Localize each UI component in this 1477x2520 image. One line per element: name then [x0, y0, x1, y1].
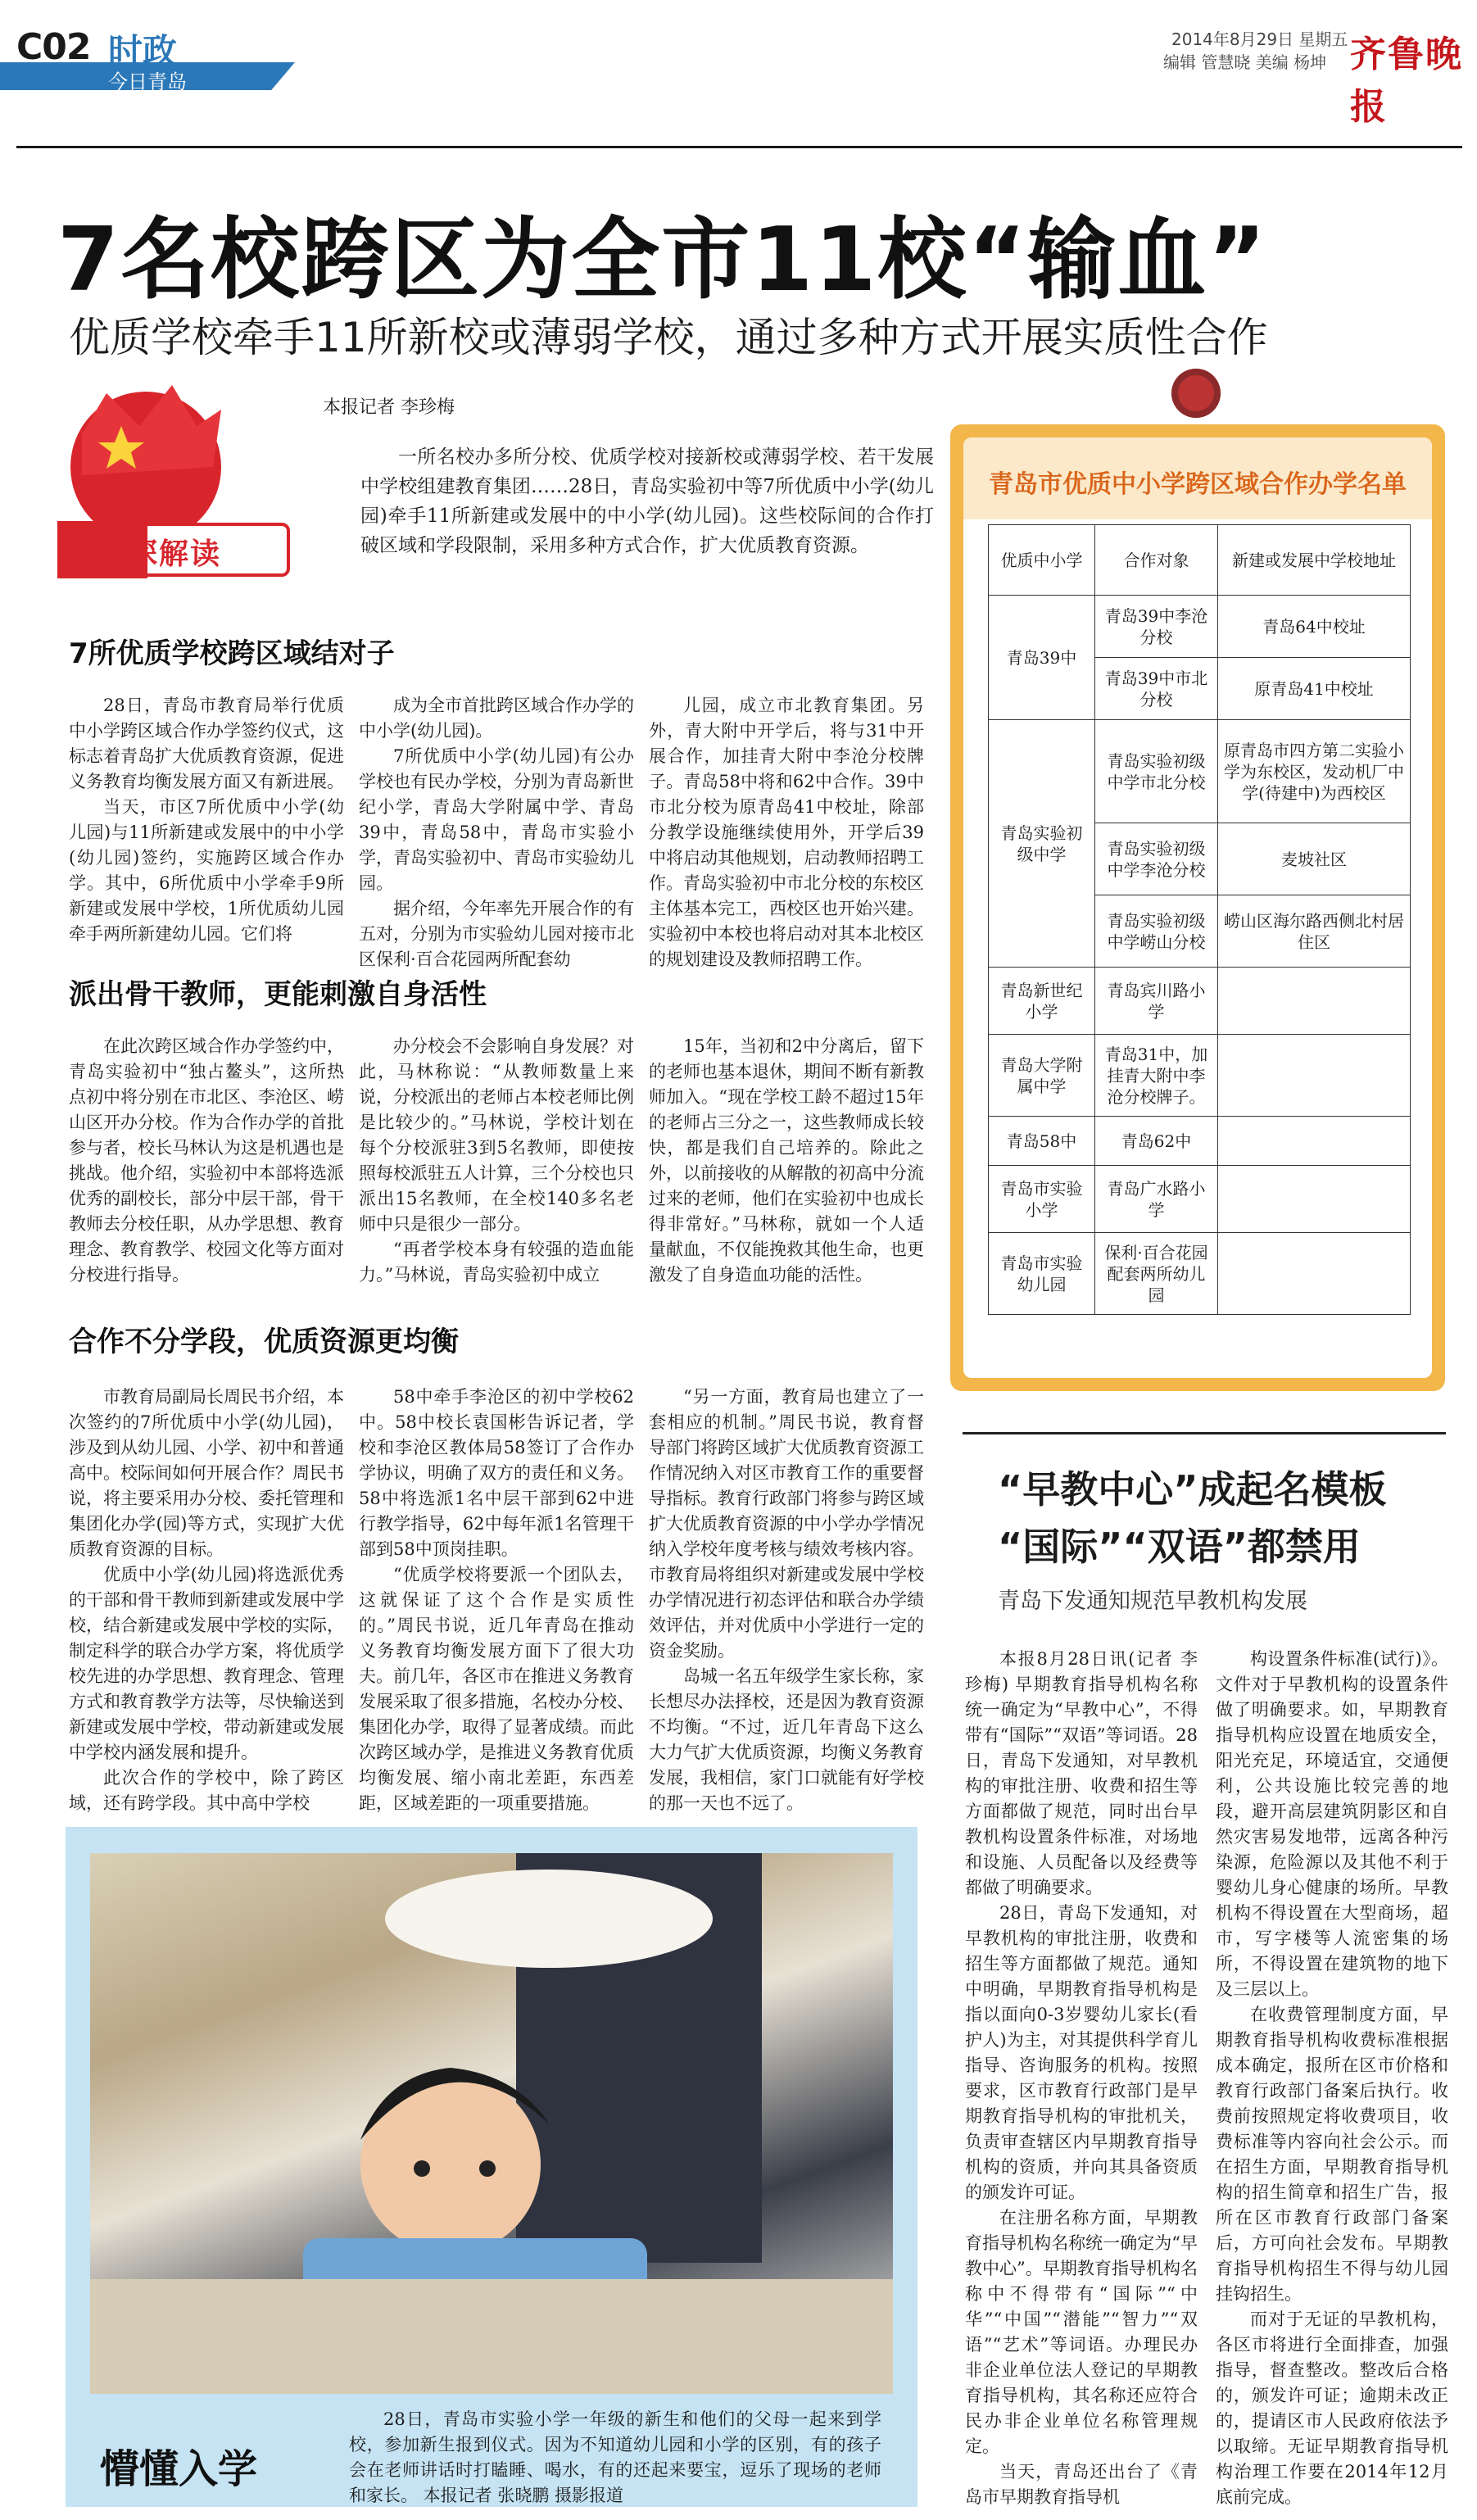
section-2-col-3: 15年，当初和2中分离后，留下的老师也基本退休，期间不断有新教师加入。“现在学校工龄不超过15年的老师占三分之一，这些教师成长较快，都是我们自己培养的。除此之外，以前接收的从解散的初高中分流过来的老师，他们在实验初中也成长得非常好。”马林称，就如一个人适量献血，不仅能挽救其他生命，也更激发了自身造血功能的活性。 [649, 1036, 924, 1285]
table-row [989, 1233, 1411, 1315]
table-cell: 青岛64中校址 [1218, 596, 1411, 658]
section-heading-3: 合作不分学段，优质资源更均衡 [69, 1326, 459, 1358]
table-row [989, 1117, 1411, 1166]
table-row [989, 720, 1411, 823]
story2-headline-1: “早教中心”成起名模板 [998, 1467, 1387, 1512]
table-cell: 青岛新世纪小学 [989, 968, 1095, 1035]
sidebar-title: 青岛市优质中小学跨区域合作办学名单 [989, 470, 1407, 499]
section-heading-1: 7所优质学校跨区域结对子 [69, 637, 395, 670]
table-cell: 青岛市实验幼儿园 [989, 1233, 1095, 1315]
story2-col-1: 本报8月28日讯(记者 李珍梅) 早期教育指导机构名称统一确定为“早教中心”，不得带有“国际”“双语”等词语。28日，青岛下发通知，对早教机构的审批注册、收费和招生等方面都做了规范，同时出台早教机构设置条件标准，对场地和设施、人员配备以及经费等都做了明确要求。 28日，青岛下发通知，对早教机构的审批注册，收费和招生等方面都做了规范。通知中明确，早期教育指导机构是指以面向0-3岁婴幼儿家长(看护人)为主，对其提供科学育儿指导、咨询服务的机构。按照要求，区市教育行政部门是早期教育指导机构的审批机关，负责审查辖区内早期教育指导机构的资质，并向其具备资质的颁发许可证。 在注册名称方面，早期教育指导机构名称统一确定为“早教中心”。早期教育指导机构名称中不得带有“国际”“中华”“中国”“潜能”“智力”“双语”“艺术”等词语。办理民办非企业单位法人登记的早期教育指导机构，其名称还应符合民办非企业单位名称管理规定。 当天，青岛还出台了《青岛市早期教育指导机 [965, 1649, 1198, 2507]
table-header: 优质中小学 [989, 525, 1095, 596]
table-cell: 麦坡社区 [1218, 823, 1411, 895]
table-header: 合作对象 [1095, 525, 1218, 596]
table-cell: 青岛实验初级中学市北分校 [1095, 720, 1218, 823]
table-cell: 青岛39中 [989, 596, 1095, 720]
section-3-col-2: 58中牵手李沧区的初中学校62中。58中校长袁国彬告诉记者，学校和李沧区教体局58签订了合作办学协议，明确了双方的责任和义务。58中将选派1名中层干部到62中进行教学指导，62中每年派1名管理干部到58中顶岗挂职。 “优质学校将要派一个团队去，这就保证了这个合作是实质性的。”周民书说，近几年青岛在推动义务教育均衡发展方面下了很大功夫。前几年，各区市在推进义务教育发展采取了很多措施，名校办分校、集团化办学，取得了显著成绩。而此次跨区域办学，是推进义务教育优质均衡发展、缩小南北差距，东西差距，区域差距的一项重要措施。 [359, 1387, 634, 1813]
table-cell [1218, 1035, 1411, 1117]
byline: 本报记者 李珍梅 [323, 397, 455, 418]
badge-label: 热点深解读 [66, 537, 222, 571]
table-cell: 青岛市实验小学 [989, 1166, 1095, 1233]
table-cell: 青岛31中，加挂青大附中李沧分校牌子。 [1095, 1035, 1218, 1117]
section-2-col-1: 在此次跨区域合作办学签约中，青岛实验初中“独占鳌头”，这所热点初中将分别在市北区、李沧区、崂山区开办分校。作为合作办学的首批参与者，校长马林认为这是机遇也是挑战。他介绍，实验初中本部将选派优秀的副校长，部分中层干部，骨干教师去分校任职，从办学思想、教育理念、教育教学、校园文化等方面对分校进行指导。 [69, 1036, 344, 1285]
table-cell: 青岛大学附属中学 [989, 1035, 1095, 1117]
news-photo [90, 1853, 893, 2394]
table-row [989, 968, 1411, 1035]
photo-caption: 28日，青岛市实验小学一年级的新生和他们的父母一起来到学校，参加新生报到仪式。因为不知道幼儿园和小学的区别，有的孩子会在老师讲话时打瞌睡、喝水，有的还起来要宝，逗乐了现场的老师和家长。 本报记者 张晓鹏 摄影报道 [349, 2409, 881, 2505]
table-cell: 青岛宾川路小学 [1095, 968, 1218, 1035]
table-row [989, 1166, 1411, 1233]
editor-credits: 编辑 管慧晓 美编 杨坤 [1163, 52, 1327, 72]
section-1-col-3: 儿园，成立市北教育集团。另外，青大附中开学后，将与31中开展合作，加挂青大附中李沧分校牌子。青岛58中将和62中合作。39中市北分校为原青岛41中校址，除部分教学设施继续使用外，开学后39中将启动其他规划，启动教师招聘工作。青岛实验初中市北分校的东校区主体基本完工，西校区也开始兴建。实验初中本校也将启动对其本北校区的规划建设及教师招聘工作。 [649, 696, 924, 969]
story2-headline-2: “国际”“双语”都禁用 [998, 1525, 1361, 1569]
header-rule [16, 146, 1462, 148]
section-2-col-2: 办分校会不会影响自身发展？对此，马林称说：“从教师数量上来说，分校派出的老师占本校老师比例是比较少的。”马林说，学校计划在每个分校派驻3到5名教师，即使按照每校派驻五人计算，三个分校也只派出15名教师，在全校140多名老师中只是很少一部分。 “再者学校本身有较强的造血能力。”马林说，青岛实验初中成立 [359, 1036, 634, 1285]
masthead-logo: 齐鲁晚报 [1350, 34, 1463, 128]
section-3-col-1: 市教育局副局长周民书介绍，本次签约的7所优质中小学(幼儿园)，涉及到从幼儿园、小学、初中和普通高中。校际间如何开展合作？周民书说，将主要采用办分校、委托管理和集团化办学(园)等方式，实现扩大优质教育资源的目标。 优质中小学(幼儿园)将选派优秀的干部和骨干教师到新建或发展中学校，结合新建或发展中学校的实际，制定科学的联合办学方案，将优质学校先进的办学思想、教育理念、管理方式和教育教学方法等，尽快输送到新建或发展中学校，带动新建或发展中学校内涵发展和提升。 此次合作的学校中，除了跨区域，还有跨学段。其中高中学校 [69, 1387, 344, 1813]
section-heading-2: 派出骨干教师，更能刺激自身活性 [69, 978, 487, 1011]
pushpin-icon [1171, 369, 1221, 418]
table-cell: 保利·百合花园配套两所幼儿园 [1095, 1233, 1218, 1315]
table-row [989, 596, 1411, 658]
table-cell: 青岛58中 [989, 1117, 1095, 1166]
table-header: 新建或发展中学校地址 [1218, 525, 1411, 596]
table-cell: 原青岛市四方第二实验小学为东校区，发动机厂中学(待建中)为西校区 [1218, 720, 1411, 823]
issue-date: 2014年8月29日 星期五 [1171, 29, 1348, 49]
cooperation-table [988, 524, 1411, 1315]
table-cell: 青岛广水路小学 [1095, 1166, 1218, 1233]
table-cell: 青岛39中李沧分校 [1095, 596, 1218, 658]
table-cell: 青岛62中 [1095, 1117, 1218, 1166]
table-cell: 青岛实验初级中学李沧分校 [1095, 823, 1218, 895]
subheadline: 优质学校牵手11所新校或薄弱学校，通过多种方式开展实质性合作 [69, 314, 1268, 361]
table-cell: 青岛39中市北分校 [1095, 658, 1218, 720]
lead-paragraph: 一所名校办多所分校、优质学校对接新校或薄弱学校、若干发展中学校组建教育集团……28日，青岛实验初中等7所优质中小学(幼儿园)牵手11所新建或发展中的中小学(幼儿园)。这些校际间的合作打破区域和学段限制，采用多种方式合作，扩大优质教育资源。 [360, 446, 934, 556]
table-cell [1218, 968, 1411, 1035]
story-divider [963, 1432, 1446, 1434]
headline: 7名校跨区为全市11校“输血” [57, 209, 1268, 311]
table-cell: 青岛实验初级中学 [989, 720, 1095, 968]
table-cell [1218, 1166, 1411, 1233]
section-name: 时政 [108, 31, 178, 71]
sub-section-name: 今日青岛 [108, 70, 187, 93]
child-at-desk-image [90, 1853, 893, 2394]
table-cell: 崂山区海尔路西侧北村居住区 [1218, 895, 1411, 968]
table-cell [1218, 1117, 1411, 1166]
section-1-col-2: 成为全市首批跨区域合作办学的中小学(幼儿园)。 7所优质中小学(幼儿园)有公办学校也有民办学校，分别为青岛新世纪小学，青岛大学附属中学、青岛39中，青岛58中，青岛市实验小学，青岛实验初中、青岛市实验幼儿园。 据介绍，今年率先开展合作的有五对，分别为市实验幼儿园对接市北区保利·百合花园两所配套幼 [359, 696, 634, 969]
table-cell: 青岛实验初级中学崂山分校 [1095, 895, 1218, 968]
table-cell: 原青岛41中校址 [1218, 658, 1411, 720]
table-row [989, 1035, 1411, 1117]
story2-col-2: 构设置条件标准(试行)》。文件对于早教机构的设置条件做了明确要求。如，早期教育指导机构应设置在地质安全，阳光充足，环境适宜，交通便利，公共设施比较完善的地段，避开高层建筑阴影区和自然灾害易发地带，远离各种污染源，危险源以及其他不利于婴幼儿身心健康的场所。早教机构不得设置在大型商场，超市，写字楼等人流密集的场所，不得设置在建筑物的地下及三层以上。 在收费管理制度方面，早期教育指导机构收费标准根据成本确定，报所在区市价格和教育行政部门备案后执行。收费前按照规定将收费项目，收费标准等内容向社会公示。而在招生方面，早期教育指导机构的招生简章和招生广告，报所在区市教育行政部门备案后，方可向社会发布。早期教育指导机构招生不得与幼儿园挂钩招生。 而对于无证的早教机构，各区市将进行全面排查，加强指导，督查整改。整改后合格的，颁发许可证；逾期未改正的，提请区市人民政府依法予以取缔。无证早期教育指导机构治理工作要在2014年12月底前完成。 [1216, 1649, 1448, 2507]
section-1-col-1: 28日，青岛市教育局举行优质中小学跨区域合作办学签约仪式，这标志着青岛扩大优质教育资源，促进义务教育均衡发展方面又有新进展。 当天，市区7所优质中小学(幼儿园)与11所新建或发展中的中小学(幼儿园)签约，实施跨区域合作办学。其中，6所优质中小学牵手9所新建或发展中学校，1所优质幼儿园牵手两所新建幼儿园。它们将 [69, 696, 344, 944]
page-code: C02 [16, 26, 91, 68]
section-3-col-3: “另一方面，教育局也建立了一套相应的机制。”周民书说，教育督导部门将跨区域扩大优质教育资源工作情况纳入对区市教育工作的重要督导指标。教育行政部门将参与跨区域扩大优质教育资源的中小学办学情况纳入学校年度考核与绩效考核内容。市教育局将组织对新建或发展中学校办学情况进行初态评估和联合办学绩效评估，并对优质中小学进行一定的资金奖励。 岛城一名五年级学生家长称，家长想尽办法择校，还是因为教育资源不均衡。“不过，近几年青岛下这么大力气扩大优质资源，均衡义务教育发展，我相信，家门口就能有好学校的那一天也不远了。 [649, 1387, 924, 1813]
photo-title: 懵懂入学 [100, 2446, 258, 2492]
story2-subheadline: 青岛下发通知规范早教机构发展 [998, 1589, 1307, 1614]
table-cell [1218, 1233, 1411, 1315]
